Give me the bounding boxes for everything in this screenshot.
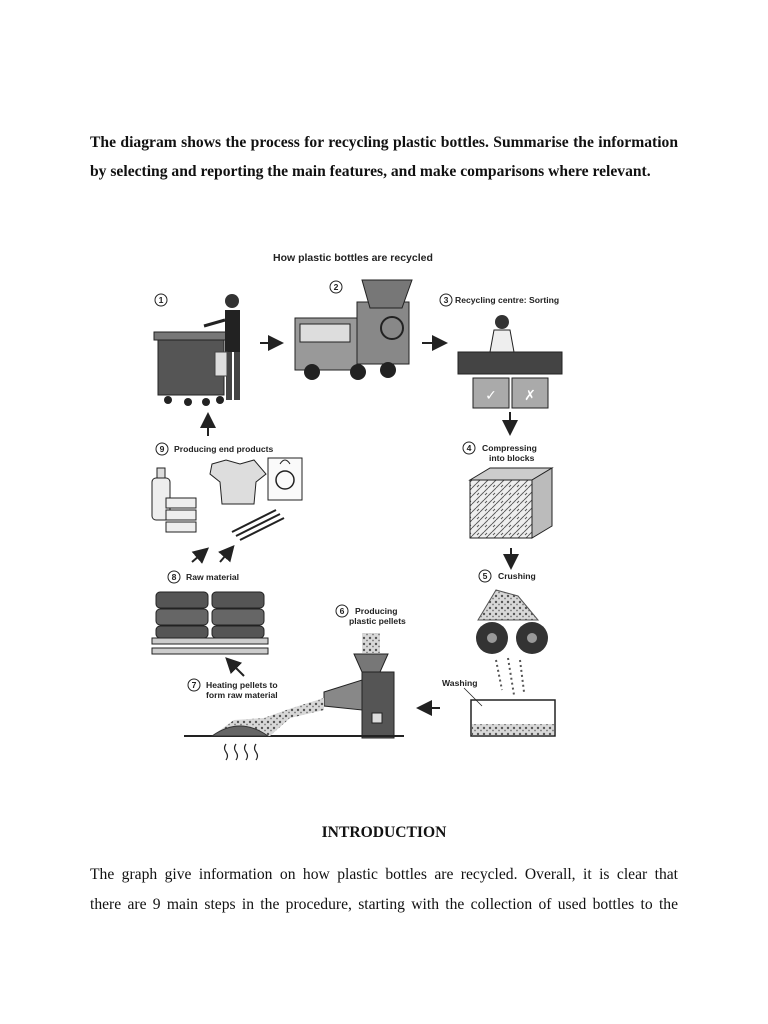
washing-label: Washing bbox=[442, 678, 478, 688]
task-prompt: The diagram shows the process for recycling plastic bottles. Summarise the information by selecting and reporting the main features, and make comparisons where relevant. bbox=[90, 134, 678, 180]
svg-text:8: 8 bbox=[171, 572, 177, 582]
svg-text:1: 1 bbox=[158, 295, 164, 305]
step-5-crushing bbox=[442, 570, 555, 736]
svg-text:9: 9 bbox=[159, 444, 165, 454]
svg-text:2: 2 bbox=[333, 282, 339, 292]
compressed-block-icon bbox=[470, 468, 552, 538]
pellet-machine-icon bbox=[324, 633, 394, 738]
step-4-compressing bbox=[463, 442, 552, 538]
paragraph-line-2: there are 9 main steps in the procedure, starting with the collection of used bottles to the bbox=[90, 896, 678, 913]
svg-text:6: 6 bbox=[339, 606, 345, 616]
truck-icon bbox=[295, 280, 412, 380]
svg-text:Crushing: Crushing bbox=[498, 571, 536, 581]
step-8-raw-material bbox=[152, 571, 268, 654]
section-heading: INTRODUCTION bbox=[321, 824, 447, 841]
svg-text:4: 4 bbox=[466, 443, 472, 453]
svg-text:3: 3 bbox=[443, 295, 449, 305]
end-products-icon bbox=[152, 458, 302, 540]
step-9-end-products bbox=[152, 443, 302, 540]
svg-text:into blocks: into blocks bbox=[489, 453, 535, 463]
paragraph-line-1: The graph give information on how plastic bottles are recycled. Overall, it is clear that bbox=[90, 866, 678, 883]
reject-mark: ✗ bbox=[524, 388, 536, 404]
step-1-collection bbox=[154, 294, 240, 406]
svg-text:Heating pellets to: Heating pellets to bbox=[206, 680, 278, 690]
svg-text:Producing end products: Producing end products bbox=[174, 444, 274, 454]
svg-text:form raw material: form raw material bbox=[206, 690, 278, 700]
svg-text:Producing: Producing bbox=[355, 606, 398, 616]
crusher-icon bbox=[471, 590, 555, 736]
step-6-pellets bbox=[324, 605, 406, 738]
step-2-collection-truck bbox=[295, 280, 412, 380]
svg-text:Raw material: Raw material bbox=[186, 572, 240, 582]
svg-text:Compressing: Compressing bbox=[482, 443, 537, 453]
accept-mark: ✓ bbox=[485, 388, 497, 404]
introduction-paragraph bbox=[90, 860, 678, 920]
svg-text:plastic pellets: plastic pellets bbox=[349, 616, 406, 626]
step-3-sorting bbox=[440, 294, 562, 408]
raw-material-pallet-icon bbox=[152, 592, 268, 654]
recycling-process-diagram bbox=[140, 240, 580, 780]
svg-text:Recycling centre: Sorting: Recycling centre: Sorting bbox=[455, 295, 560, 305]
svg-text:5: 5 bbox=[482, 571, 488, 581]
diagram-title: How plastic bottles are recycled bbox=[273, 252, 433, 264]
sorting-worker-icon bbox=[458, 315, 562, 408]
svg-text:7: 7 bbox=[191, 680, 197, 690]
